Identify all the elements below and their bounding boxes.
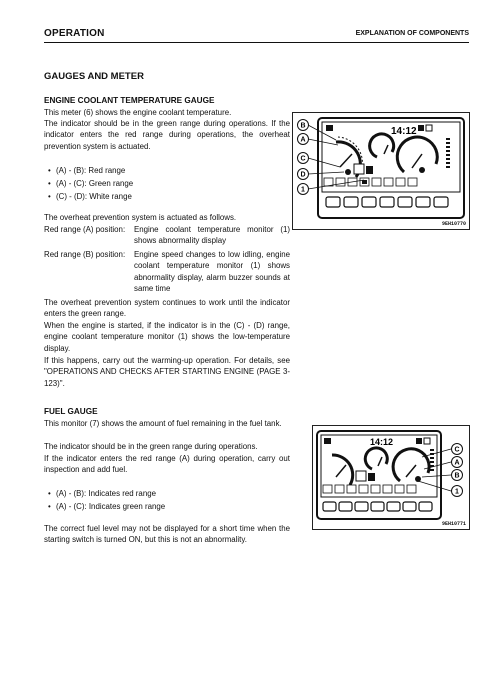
callout-label: A bbox=[454, 459, 460, 467]
bullet-text: (A) - (B): Red range bbox=[56, 166, 126, 175]
dot-bullet-icon: • bbox=[48, 166, 51, 175]
coolant-bullet bbox=[48, 191, 132, 202]
fuel-p3: If the indicator enters the red range (A) during operation, carry out inspection and add fuel. bbox=[44, 454, 290, 475]
fuel-p1: This monitor (7) shows the amount of fuel remaining in the fuel tank. bbox=[44, 419, 282, 428]
dot-bullet-icon: • bbox=[48, 489, 51, 498]
callout-label: D bbox=[300, 171, 306, 179]
callout-label: B bbox=[300, 122, 306, 130]
coolant-p4: The overheat prevention system continues to work until the indicator enters the green range. bbox=[44, 298, 290, 319]
coolant-bullet bbox=[48, 178, 133, 189]
figure-code: 9EH10771 bbox=[441, 521, 466, 527]
fuel-p2: The indicator should be in the green range during operations. bbox=[44, 442, 258, 451]
header-left: OPERATION bbox=[44, 28, 105, 39]
coolant-p3: The overheat prevention system is actuated as follows. bbox=[44, 213, 237, 222]
section-title: GAUGES AND METER bbox=[44, 71, 144, 82]
callout-label: 1 bbox=[301, 186, 305, 194]
header-right: EXPLANATION OF COMPONENTS bbox=[355, 30, 469, 37]
dot-bullet-icon: • bbox=[48, 502, 51, 511]
bullet-text: (C) - (D): White range bbox=[56, 192, 132, 201]
fuel-bullet bbox=[48, 501, 165, 512]
coolant-p1: This meter (6) shows the engine coolant temperature. bbox=[44, 108, 232, 117]
coolant-p5: When the engine is started, if the indicator is in the (C) - (D) range, engine coolant temperature monitor (1) shows the low-temperature display. bbox=[44, 321, 290, 353]
figure-time: 14:12 bbox=[391, 126, 417, 137]
monitor-figure-fuel bbox=[312, 425, 470, 530]
row-key: Red range (A) position: bbox=[44, 225, 126, 234]
row-value: Engine speed changes to low idling, engine coolant temperature monitor (1) shows abnormality display, alarm buzzer sounds at same time bbox=[134, 250, 290, 294]
coolant-p6: If this happens, carry out the warming-up operation. For details, see "OPERATIONS AND CHECKS AFTER STARTING ENGINE (PAGE 3-123)". bbox=[44, 356, 290, 388]
figure-code: 9EH10770 bbox=[441, 221, 466, 227]
bullet-text: (A) - (C): Indicates green range bbox=[56, 502, 166, 511]
dot-bullet-icon: • bbox=[48, 192, 51, 201]
dot-bullet-icon: • bbox=[48, 179, 51, 188]
bullet-text: (A) - (C): Green range bbox=[56, 179, 134, 188]
callout-label: 1 bbox=[455, 488, 459, 496]
coolant-row-a bbox=[44, 224, 290, 248]
callout-label: A bbox=[300, 136, 306, 144]
fuel-p4: The correct fuel level may not be displayed for a short time when the starting switch is turned ON, but this is not an abnormality. bbox=[44, 524, 290, 545]
row-value: Engine coolant temperature monitor (1) shows abnormality display bbox=[134, 225, 290, 246]
coolant-row-b bbox=[44, 249, 290, 295]
monitor-figure-coolant bbox=[292, 112, 470, 230]
coolant-bullet bbox=[48, 165, 125, 176]
callout-label: C bbox=[300, 155, 306, 163]
coolant-title: ENGINE COOLANT TEMPERATURE GAUGE bbox=[44, 96, 215, 105]
figure-time: 14:12 bbox=[370, 437, 394, 447]
fuel-title: FUEL GAUGE bbox=[44, 407, 98, 416]
header-rule bbox=[44, 42, 469, 43]
callout-label: B bbox=[454, 472, 460, 480]
monitor-panel-icon bbox=[312, 425, 470, 530]
row-key: Red range (B) position: bbox=[44, 250, 126, 259]
coolant-p2: The indicator should be in the green range during operations. If the indicator enters the red range during operations, the overheat prevention system is actuated. bbox=[44, 119, 290, 151]
monitor-panel-icon bbox=[292, 112, 470, 230]
fuel-bullet bbox=[48, 488, 156, 499]
bullet-text: (A) - (B): Indicates red range bbox=[56, 489, 156, 498]
callout-label: C bbox=[454, 446, 460, 454]
